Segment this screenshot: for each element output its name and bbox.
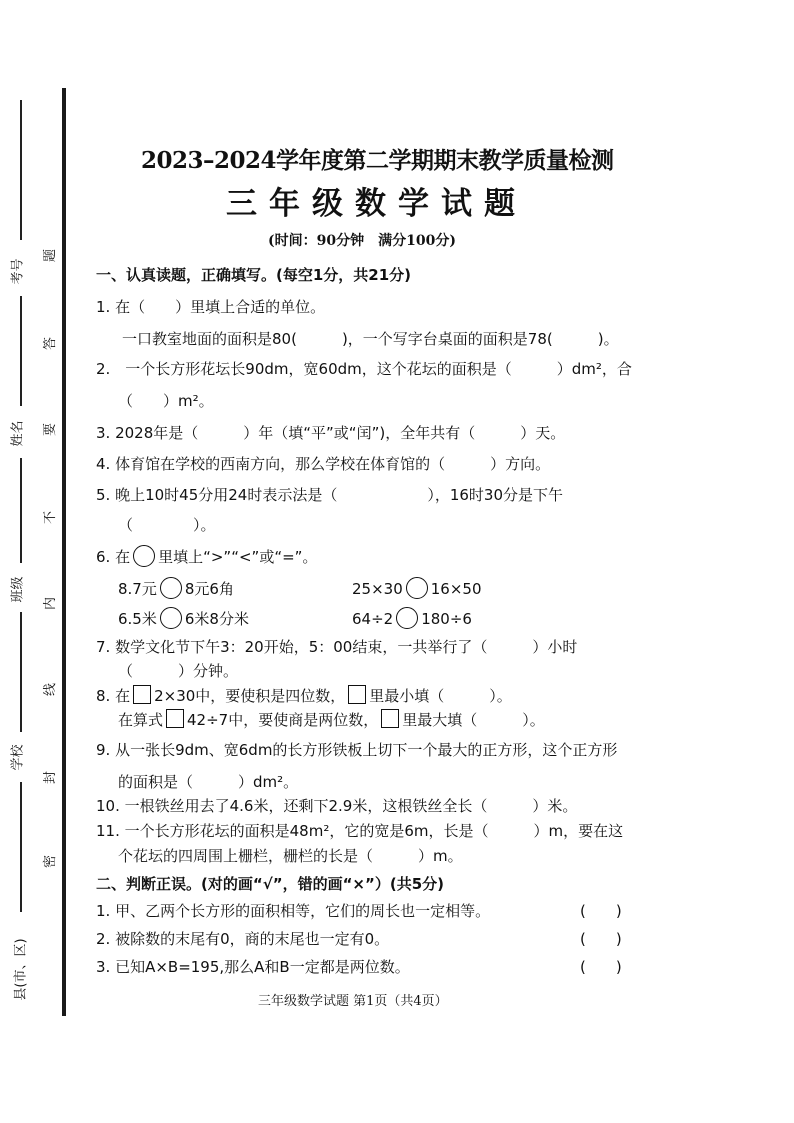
school-label: 学校 [10, 744, 26, 771]
q1-line2: 一口教室地面的面积是80( )，一个写字台桌面的面积是78( )。 [122, 330, 619, 348]
q8-a-suffix: 里最小填（ ）。 [369, 687, 512, 705]
seal-char: 题 [43, 248, 59, 263]
school-underline [20, 612, 22, 732]
section2-heading: 二、判断正误。(对的画“√”，错的画“×”）(共5分) [96, 875, 445, 893]
judge-item-2: 2. 被除数的末尾有0，商的末尾也一定有0。 [96, 930, 390, 948]
q6-item-b [352, 577, 482, 599]
q1-line1: 1. 在（ ）里填上合适的单位。 [96, 298, 326, 316]
q2-line1: 2. 一个长方形花坛长90dm，宽60dm，这个花坛的面积是（ ）dm²，合 [96, 360, 632, 378]
q5-line2: （ ）。 [118, 516, 216, 534]
q8-b-mid: 42÷7中，要使商是两位数， [187, 711, 379, 729]
q7-line1: 7. 数学文化节下午3：20开始，5：00结束，一共举行了（ ）小时 [96, 638, 578, 656]
name-label: 姓名 [10, 420, 26, 447]
q6-c-right: 6米8分米 [184, 610, 249, 628]
q3: 3. 2028年是（ ）年（填“平”或“闰”)，全年共有（ ）天。 [96, 424, 566, 442]
judge-answer-paren[interactable]: ( ) [580, 930, 622, 948]
blank-box-icon[interactable] [166, 709, 184, 728]
compare-circle-icon[interactable] [396, 607, 418, 629]
q8-line2 [118, 709, 545, 730]
q10: 10. 一根铁丝用去了4.6米，还剩下2.9米，这根铁丝全长（ ）米。 [96, 797, 578, 815]
seal-char: 密 [43, 854, 59, 869]
judge-answer-paren[interactable]: ( ) [580, 902, 622, 920]
county-underline [20, 782, 22, 912]
county-label: 县(市、区) [13, 938, 29, 1001]
compare-circle-icon[interactable] [160, 607, 182, 629]
q6-a-left: 8.7元 [118, 580, 157, 598]
seal-char: 答 [43, 336, 59, 351]
judge-item-3: 3. 已知A×B=195,那么A和B一定都是两位数。 [96, 958, 410, 976]
section1-heading: 一、认真读题，正确填写。(每空1分，共21分) [96, 266, 412, 284]
seal-char: 要 [43, 422, 59, 437]
q6-prefix: 6. 在 [96, 548, 131, 566]
q6-d-left: 64÷2 [352, 610, 394, 628]
q11-line1: 11. 一个长方形花坛的面积是48m²，它的宽是6m，长是（ ）m，要在这 [96, 822, 624, 840]
q5-line1: 5. 晚上10时45分用24时表示法是（ ），16时30分是下午 [96, 486, 564, 504]
q6-item-a [118, 577, 234, 599]
q8-a-mid: 2×30中，要使积是四位数， [154, 687, 346, 705]
q6-d-right: 180÷6 [421, 610, 472, 628]
page-footer: 三年级数学试题 第1页（共4页） [258, 994, 448, 1009]
exam-no-underline [20, 100, 22, 240]
q4: 4. 体育馆在学校的西南方向，那么学校在体育馆的（ ）方向。 [96, 455, 551, 473]
q9-line2: 的面积是（ ）dm²。 [118, 773, 299, 791]
q8-b-suffix: 里最大填（ ）。 [402, 711, 545, 729]
name-underline [20, 296, 22, 406]
compare-circle-icon[interactable] [160, 577, 182, 599]
q6-suffix: 里填上“>”“<”或“=”。 [158, 548, 318, 566]
exam-title: 2023–2024学年度第二学期期末教学质量检测 [141, 147, 614, 174]
q9-line1: 9. 从一张长9dm、宽6dm的长方形铁板上切下一个最大的正方形，这个正方形 [96, 741, 618, 759]
seal-char: 封 [43, 770, 59, 785]
q11-line2: 个花坛的四周围上栅栏，栅栏的长是（ ）m。 [118, 847, 463, 865]
q8-b-prefix: 在算式 [118, 711, 164, 729]
seal-char: 内 [43, 596, 59, 611]
seal-char: 不 [43, 510, 59, 525]
blank-box-icon [348, 685, 366, 704]
q6-instruction [96, 545, 317, 567]
blank-box-icon [381, 709, 399, 728]
paper-title: 三年级数学试题 [226, 186, 527, 222]
q6-b-right: 16×50 [430, 580, 482, 598]
binding-line [62, 88, 66, 1016]
compare-circle-icon[interactable] [406, 577, 428, 599]
q6-b-left: 25×30 [352, 580, 403, 598]
q7-line2: （ ）分钟。 [118, 662, 239, 680]
q6-item-c [118, 607, 249, 629]
q6-c-left: 6.5米 [118, 610, 157, 628]
compare-circle-icon [133, 545, 155, 567]
class-label: 班级 [10, 576, 26, 603]
exam-no-label: 考号 [10, 258, 26, 285]
seal-char: 线 [43, 682, 59, 697]
judge-item-1: 1. 甲、乙两个长方形的面积相等，它们的周长也一定相等。 [96, 902, 491, 920]
q6-a-right: 8元6角 [184, 580, 234, 598]
q8-line1 [96, 685, 512, 706]
q2-line2: （ ）m²。 [118, 392, 214, 410]
q6-item-d [352, 607, 472, 629]
time-info: (时间：90分钟 满分100分) [268, 233, 456, 249]
class-underline [20, 458, 22, 563]
q8-a-prefix: 8. 在 [96, 687, 131, 705]
blank-box-icon[interactable] [133, 685, 151, 704]
judge-answer-paren[interactable]: ( ) [580, 958, 622, 976]
